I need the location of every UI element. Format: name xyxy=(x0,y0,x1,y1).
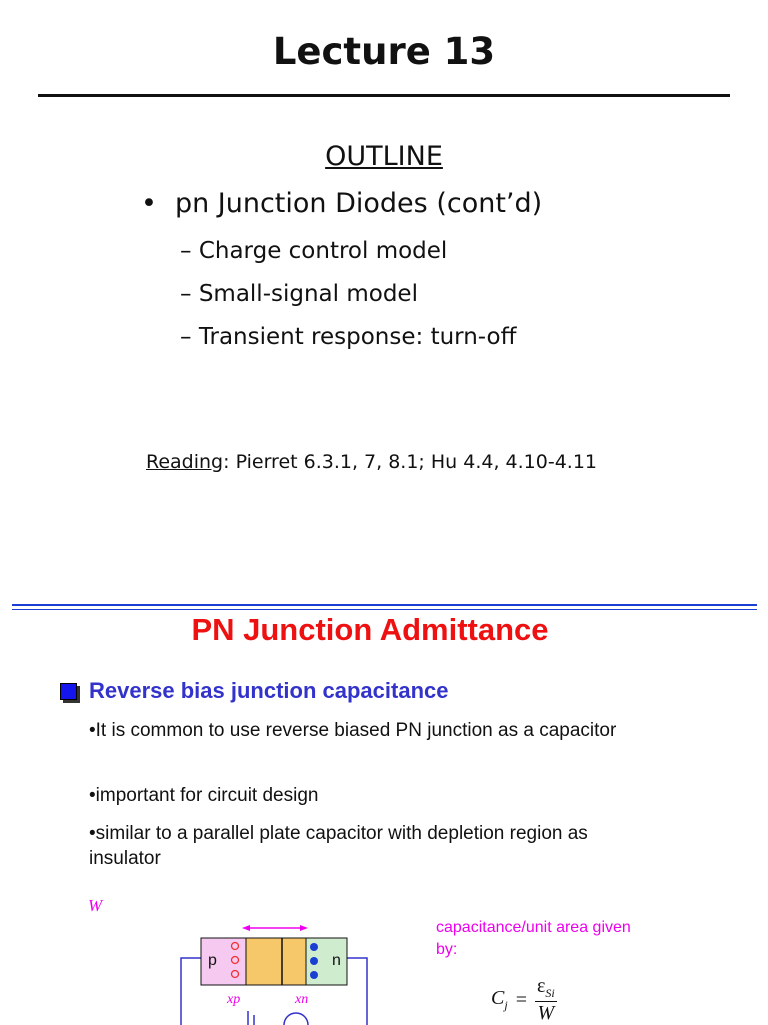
sub-item-text: Small-signal model xyxy=(198,281,418,307)
p-label: p xyxy=(208,952,217,969)
sub-item xyxy=(180,281,418,307)
electron-icon xyxy=(310,943,318,951)
paragraph: •important for circuit design xyxy=(89,785,319,806)
sub-item xyxy=(180,324,516,350)
slide-separator xyxy=(12,604,757,606)
formula-fraction xyxy=(535,975,557,1025)
reading-label: Reading xyxy=(146,451,224,473)
sub-item-text: Charge control model xyxy=(198,238,448,264)
epsilon-symbol: ε xyxy=(536,975,546,997)
capacitance-formula xyxy=(491,975,557,1025)
formula-c: C xyxy=(491,987,505,1009)
electron-icon xyxy=(310,957,318,965)
bullet-text: pn Junction Diodes (cont’d) xyxy=(174,188,543,219)
reading-text: : Pierret 6.3.1, 7, 8.1; Hu 4.4, 4.10-4.11 xyxy=(223,451,598,473)
formula-lhs xyxy=(491,987,508,1013)
epsilon-subscript: Si xyxy=(545,986,555,1000)
dash-marker: – xyxy=(180,324,192,350)
dash-marker: – xyxy=(180,238,192,264)
subheading xyxy=(60,678,449,704)
subheading-text: Reverse bias junction capacitance xyxy=(89,678,449,703)
left-wire xyxy=(181,958,201,1025)
pn-junction-diagram xyxy=(170,915,400,1025)
reading-line xyxy=(146,451,597,473)
xn-label: xn xyxy=(295,992,309,1007)
outline-heading: OUTLINE xyxy=(325,141,443,172)
xp-label: xp xyxy=(227,992,241,1007)
formula-j: j xyxy=(504,998,508,1012)
formula-numerator xyxy=(535,975,557,1002)
depletion-region xyxy=(246,938,306,985)
width-arrow xyxy=(242,925,308,931)
ac-source-icon xyxy=(284,1013,308,1025)
sub-item xyxy=(180,238,447,264)
dash-marker: – xyxy=(180,281,192,307)
n-label: n xyxy=(332,952,341,969)
paragraph: •It is common to use reverse biased PN junction as a capacitor xyxy=(89,720,617,741)
capacitance-description: capacitance/unit area given by: xyxy=(436,919,631,958)
sub-item-text: Transient response: turn-off xyxy=(198,324,517,350)
title-underline xyxy=(38,94,730,97)
paragraph: •similar to a parallel plate capacitor with depletion region as insulator xyxy=(89,823,588,869)
electron-icon xyxy=(310,971,318,979)
bullet-marker: • xyxy=(141,188,157,219)
lecture-title: Lecture 13 xyxy=(272,30,496,73)
formula-equals: = xyxy=(515,988,527,1011)
admittance-title: PN Junction Admittance xyxy=(191,612,549,647)
width-label: W xyxy=(88,896,103,915)
formula-denominator: W xyxy=(537,1002,555,1024)
square-bullet-icon xyxy=(60,683,77,700)
slide-separator-thin xyxy=(12,609,757,610)
right-wire xyxy=(347,958,367,1025)
bullet-pn-junction xyxy=(141,188,542,219)
